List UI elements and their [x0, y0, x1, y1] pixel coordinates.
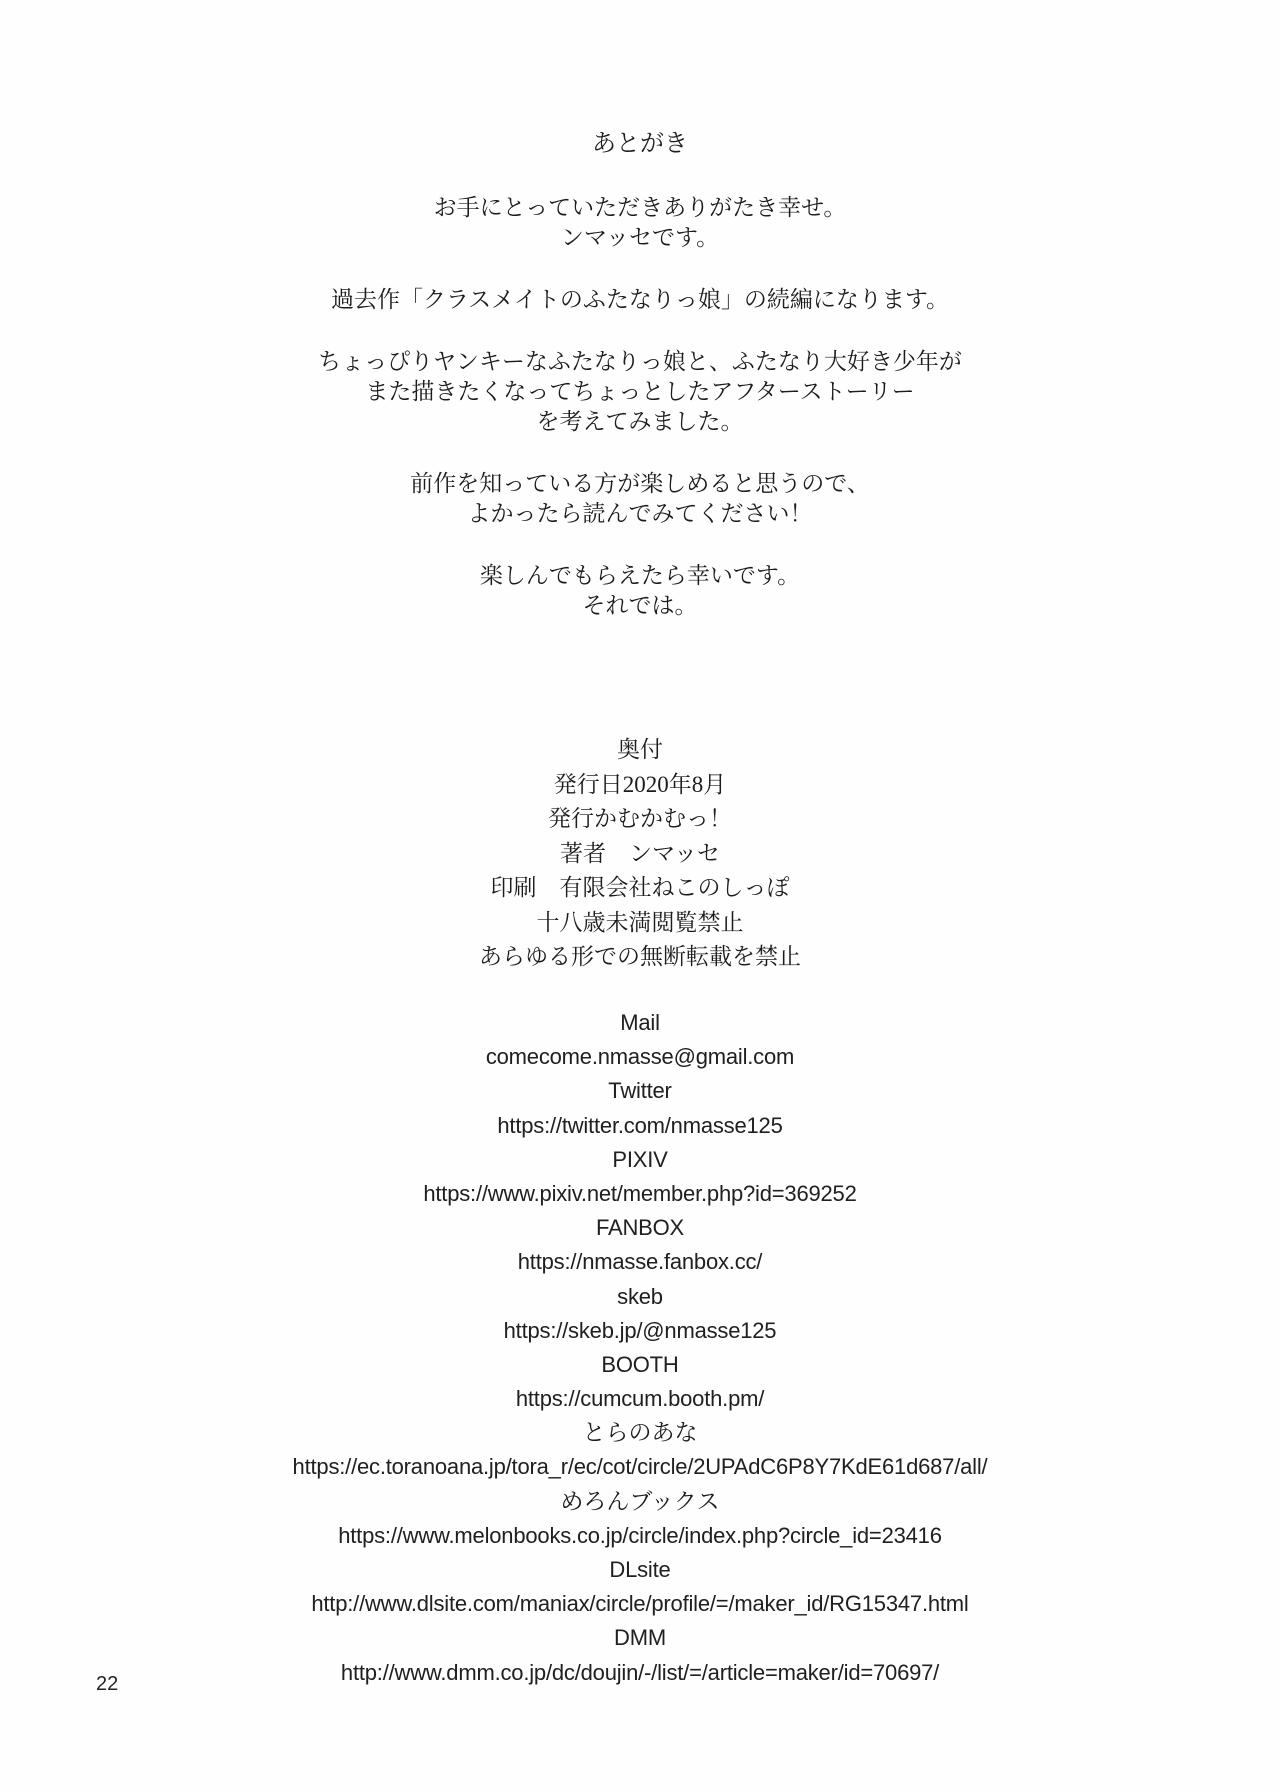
link-label-twitter: Twitter — [608, 1078, 672, 1104]
link-label-dmm: DMM — [614, 1625, 666, 1651]
page-number: 22 — [96, 1673, 119, 1695]
contact-links-section — [0, 1006, 1280, 1690]
afterword-line: よかったら読んでみてください！ — [467, 501, 813, 526]
afterword-line: ちょっぴりヤンキーなふたなりっ娘と、ふたなり大好き少年が — [318, 349, 962, 374]
link-label-toranoana: とらのあな — [582, 1420, 698, 1446]
colophon-line: あらゆる形での無断転載を禁止 — [479, 944, 801, 969]
afterword-line: ンマッセです。 — [560, 225, 720, 250]
colophon-line: 印刷 有限会社ねこのしっぽ — [490, 875, 790, 900]
afterword-paragraph — [0, 469, 1280, 529]
afterword-paragraph — [0, 193, 1280, 253]
afterword-line: 過去作「クラスメイトのふたなりっ娘」の続編になります。 — [330, 287, 949, 312]
colophon-title: 奥付 — [617, 737, 663, 762]
afterword-section — [0, 129, 1280, 621]
afterword-line: お手にとっていただきありがたき幸せ。 — [433, 195, 847, 220]
colophon-line: 著者 ンマッセ — [559, 840, 721, 866]
colophon-section — [0, 733, 1280, 975]
link-url-dmm: http://www.dmm.co.jp/dc/doujin/-/list/=/article=maker/id=70697/ — [340, 1659, 940, 1685]
colophon-line: 発行かむかむっ！ — [548, 806, 732, 831]
colophon-line: 十八歳未満閲覧禁止 — [536, 909, 744, 935]
link-url-fanbox: https://nmasse.fanbox.cc/ — [517, 1249, 763, 1275]
link-label-pixiv: PIXIV — [612, 1146, 668, 1172]
link-label-melonbooks: めろんブックス — [560, 1488, 720, 1514]
afterword-line: 楽しんでもらえたら幸いです。 — [479, 563, 801, 588]
link-label-skeb: skeb — [617, 1283, 663, 1309]
link-url-dlsite: http://www.dlsite.com/maniax/circle/profile/=/maker_id/RG15347.html — [311, 1591, 969, 1617]
afterword-paragraph — [0, 561, 1280, 621]
afterword-line: を考えてみました。 — [536, 409, 744, 434]
afterword-line: 前作を知っている方が楽しめると思うので、 — [410, 471, 870, 496]
colophon-line: 発行日2020年8月 — [553, 771, 727, 797]
afterword-line: それでは。 — [582, 593, 698, 618]
link-url-twitter: https://twitter.com/nmasse125 — [497, 1112, 783, 1138]
link-label-fanbox: FANBOX — [595, 1215, 685, 1241]
link-url-mail: comecome.nmasse@gmail.com — [485, 1044, 795, 1070]
afterword-paragraph — [0, 347, 1280, 437]
link-url-pixiv: https://www.pixiv.net/member.php?id=369252 — [423, 1180, 857, 1206]
link-url-booth: https://cumcum.booth.pm/ — [515, 1386, 765, 1412]
link-label-booth: BOOTH — [601, 1351, 679, 1377]
link-url-skeb: https://skeb.jp/@nmasse125 — [503, 1317, 777, 1343]
link-url-melonbooks: https://www.melonbooks.co.jp/circle/index.php?circle_id=23416 — [338, 1522, 942, 1548]
afterword-title: あとがき — [592, 131, 688, 157]
afterword-line: また描きたくなってちょっとしたアフターストーリー — [365, 379, 915, 404]
link-label-mail: Mail — [620, 1010, 660, 1035]
afterword-paragraph — [0, 285, 1280, 315]
link-url-toranoana: https://ec.toranoana.jp/tora_r/ec/cot/circle/2UPAdC6P8Y7KdE61d687/all/ — [292, 1454, 988, 1480]
link-label-dlsite: DLsite — [609, 1557, 671, 1582]
